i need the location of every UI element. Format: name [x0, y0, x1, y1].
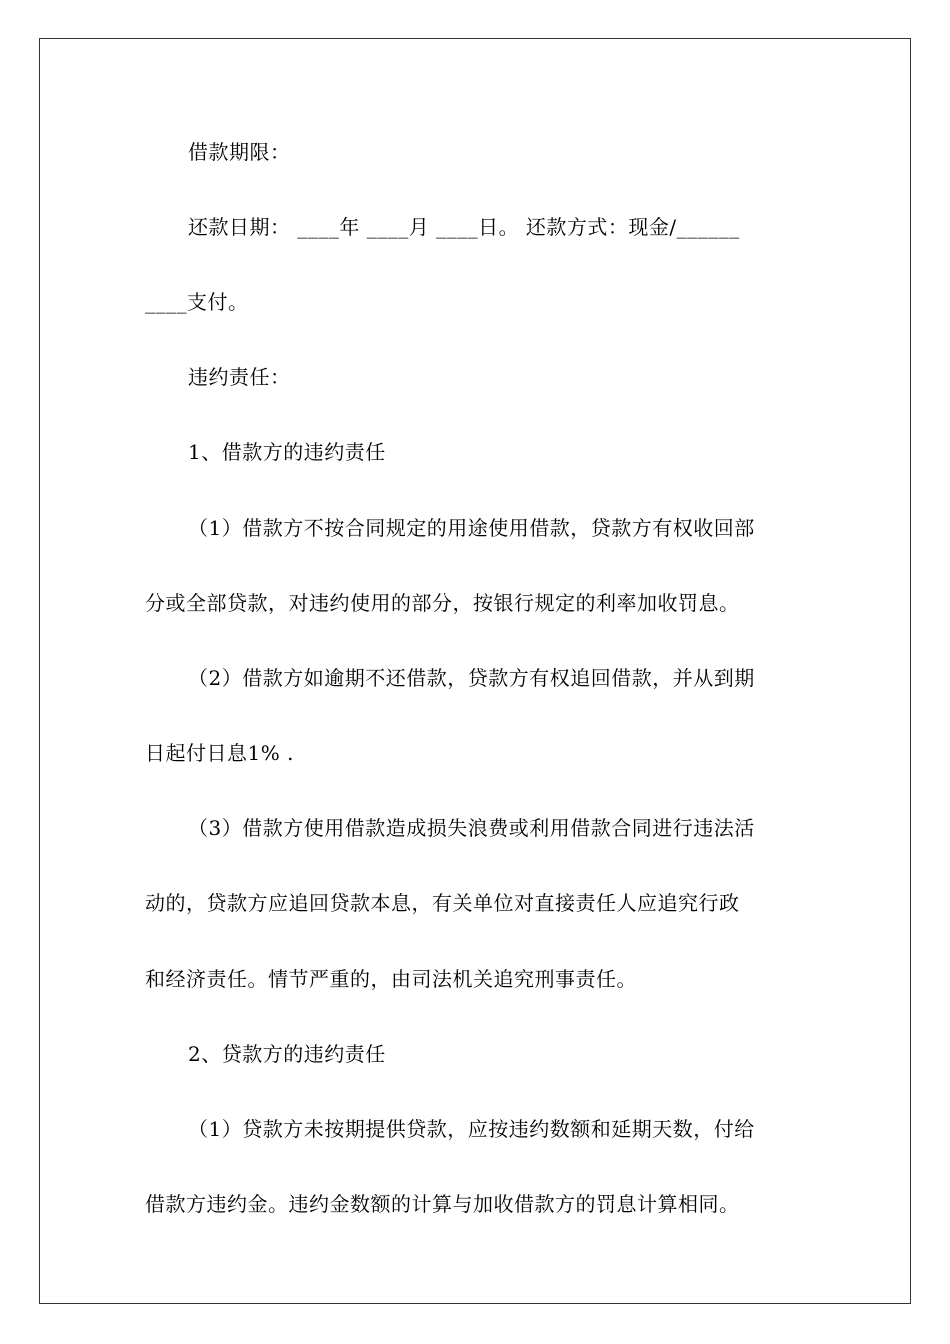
breach-liability-heading: 违约责任：	[188, 365, 291, 389]
borrower-clause-3-line-1: （3）借款方使用借款造成损失浪费或利用借款合同进行违法活	[188, 816, 755, 840]
borrower-clause-1-line-1: （1）借款方不按合同规定的用途使用借款，贷款方有权收回部	[188, 516, 755, 540]
repayment-method-continuation: ____支付。	[145, 290, 249, 314]
lender-liability-heading: 2、贷款方的违约责任	[188, 1042, 386, 1066]
borrower-clause-3-line-2: 动的，贷款方应追回贷款本息，有关单位对直接责任人应追究行政	[145, 891, 740, 915]
borrower-clause-1-line-2: 分或全部贷款，对违约使用的部分，按银行规定的利率加收罚息。	[145, 591, 740, 615]
borrower-clause-2-line-1: （2）借款方如逾期不还借款，贷款方有权追回借款，并从到期	[188, 666, 755, 690]
lender-clause-1-line-1: （1）贷款方未按期提供贷款，应按违约数额和延期天数，付给	[188, 1117, 755, 1141]
loan-term-label: 借款期限：	[188, 140, 291, 164]
borrower-liability-heading: 1、借款方的违约责任	[188, 440, 386, 464]
borrower-clause-3-line-3: 和经济责任。情节严重的，由司法机关追究刑事责任。	[145, 967, 637, 991]
lender-clause-1-line-2: 借款方违约金。违约金数额的计算与加收借款方的罚息计算相同。	[145, 1192, 740, 1216]
repayment-date-line: 还款日期： ____年 ____月 ____日。 还款方式：现金/______	[188, 215, 740, 239]
borrower-clause-2-line-2: 日起付日息1% .	[145, 741, 294, 765]
